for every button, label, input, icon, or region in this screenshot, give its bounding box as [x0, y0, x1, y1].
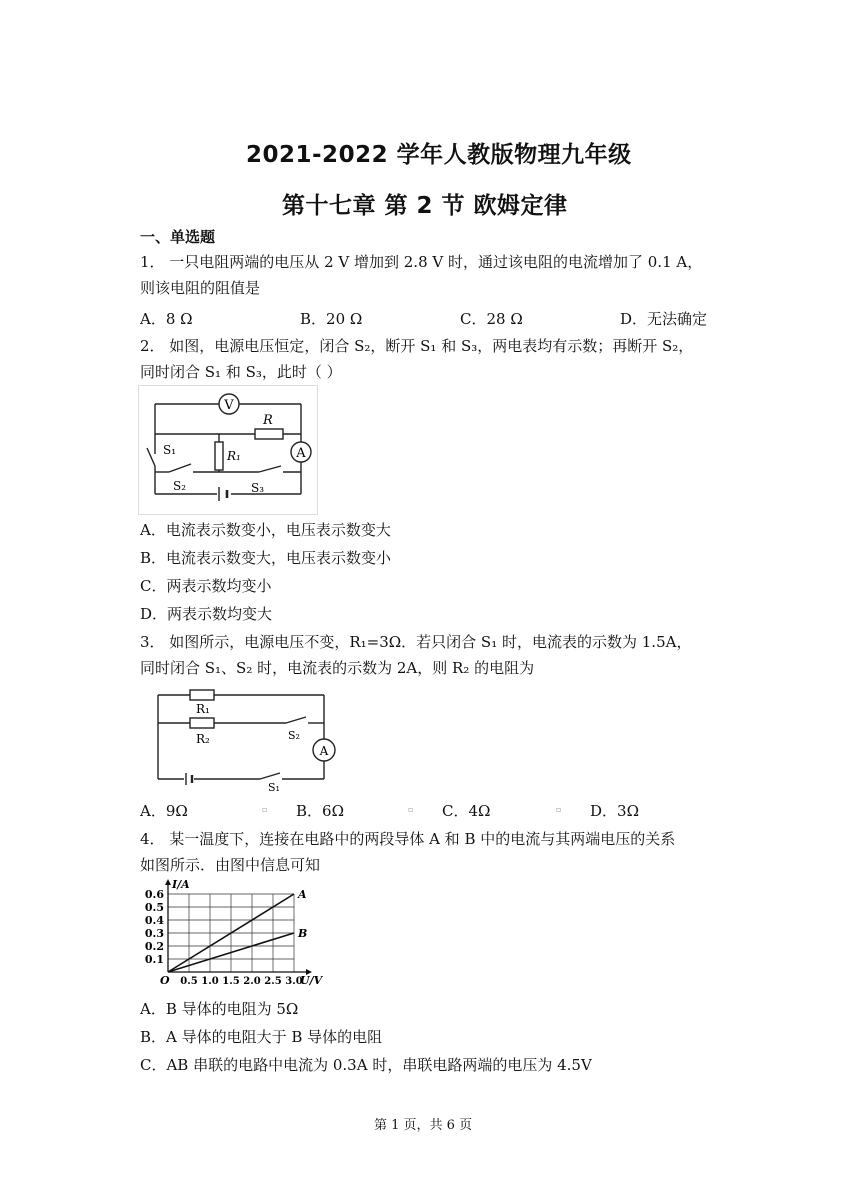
- q1-option-b: B．20 Ω: [300, 310, 363, 328]
- resistor-r-label: R: [263, 413, 273, 428]
- separator-dot: ▫: [408, 805, 414, 814]
- q4-option-c: C．AB 串联的电路中电流为 0.3A 时，串联电路两端的电压为 4.5V: [140, 1056, 592, 1074]
- series-label-a: A: [298, 888, 307, 901]
- q3-option-a: A．9Ω: [140, 802, 188, 820]
- circuit-figure-q2: [138, 385, 318, 515]
- q1-option-a: A．8 Ω: [140, 310, 193, 328]
- question-2-line2: 同时闭合 S₁ 和 S₃，此时（ ）: [140, 363, 342, 381]
- section-heading: 一、单选题: [140, 228, 216, 246]
- voltmeter-label: V: [224, 398, 234, 413]
- question-3-line1: 3． 如图所示，电源电压不变，R₁=3Ω．若只闭合 S₁ 时，电流表的示数为 1.5A，: [140, 633, 692, 651]
- q4-option-a: A．B 导体的电阻为 5Ω: [140, 1000, 299, 1018]
- question-1-line1: 1． 一只电阻两端的电压从 2 V 增加到 2.8 V 时，通过该电阻的电流增加了 0.1 A，: [140, 253, 703, 271]
- y-tick-label: 0.3: [144, 927, 164, 940]
- y-tick-label: 0.1: [144, 953, 164, 966]
- switch-s3-label: S₃: [251, 481, 265, 495]
- q1-option-c: C．28 Ω: [460, 310, 523, 328]
- x-tick-label: 2.0: [243, 976, 261, 987]
- q4-option-b: B．A 导体的电阻大于 B 导体的电阻: [140, 1028, 383, 1046]
- ammeter-label: A: [319, 744, 329, 758]
- y-tick-label: 0.5: [144, 901, 164, 914]
- question-2-line1: 2． 如图，电源电压恒定，闭合 S₂，断开 S₁ 和 S₃，两电表均有示数；再断开 S₂，: [140, 337, 694, 355]
- q2-option-d: D．两表示数均变大: [140, 605, 273, 623]
- x-tick-label: 1.5: [222, 976, 240, 987]
- y-tick-label: 0.2: [144, 940, 164, 953]
- resistor-r2-label: R₂: [196, 732, 210, 746]
- resistor-r1-label: R₁: [227, 449, 241, 463]
- y-axis-arrow: [165, 879, 171, 885]
- question-4-line2: 如图所示．由图中信息可知: [140, 856, 321, 874]
- page-title-line2: 第十七章 第 2 节 欧姆定律: [282, 193, 568, 219]
- question-3-line2: 同时闭合 S₁、S₂ 时，电流表的示数为 2A，则 R₂ 的电阻为: [140, 659, 535, 677]
- q1-option-d: D．无法确定: [620, 310, 708, 328]
- question-4-line1: 4． 某一温度下，连接在电路中的两段导体 A 和 B 中的电流与其两端电压的关系: [140, 830, 676, 848]
- origin-label: O: [160, 974, 170, 987]
- x-tick-label: 3.0: [285, 976, 303, 987]
- x-tick-label: 0.5: [180, 976, 198, 987]
- switch-s2-label: S₂: [173, 479, 187, 493]
- q2-option-a: A．电流表示数变小，电压表示数变大: [140, 521, 391, 539]
- switch-s1-label: S₁: [268, 781, 280, 793]
- resistor-r1-label: R₁: [196, 702, 210, 716]
- q2-option-b: B．电流表示数变大，电压表示数变小: [140, 549, 392, 567]
- x-axis-label: U/V: [300, 974, 323, 987]
- page-title-line1: 2021-2022 学年人教版物理九年级: [246, 142, 632, 168]
- separator-dot: ▫: [262, 805, 268, 814]
- y-tick-label: 0.4: [144, 914, 164, 927]
- series-label-b: B: [298, 927, 308, 940]
- y-tick-label: 0.6: [144, 888, 164, 901]
- ammeter-label: A: [296, 446, 306, 461]
- q3-option-b: B．6Ω: [296, 802, 345, 820]
- x-tick-label: 1.0: [201, 976, 219, 987]
- q2-option-c: C．两表示数均变小: [140, 577, 272, 595]
- question-1-line2: 则该电阻的阻值是: [140, 279, 261, 297]
- page-number: 第 1 页，共 6 页: [374, 1118, 473, 1133]
- circuit-diagram: [139, 386, 317, 514]
- separator-dot: ▫: [556, 805, 562, 814]
- q3-option-c: C．4Ω: [442, 802, 491, 820]
- x-tick-label: 2.5: [264, 976, 282, 987]
- y-axis-label: I/A: [172, 878, 190, 891]
- switch-s2-label: S₂: [288, 729, 300, 742]
- circuit-diagram: [150, 683, 336, 793]
- q3-option-d: D．3Ω: [590, 802, 640, 820]
- switch-s1-label: S₁: [163, 443, 177, 457]
- iu-chart: [138, 878, 326, 996]
- iu-chart-svg: [138, 878, 326, 996]
- circuit-figure-q3: [150, 683, 336, 793]
